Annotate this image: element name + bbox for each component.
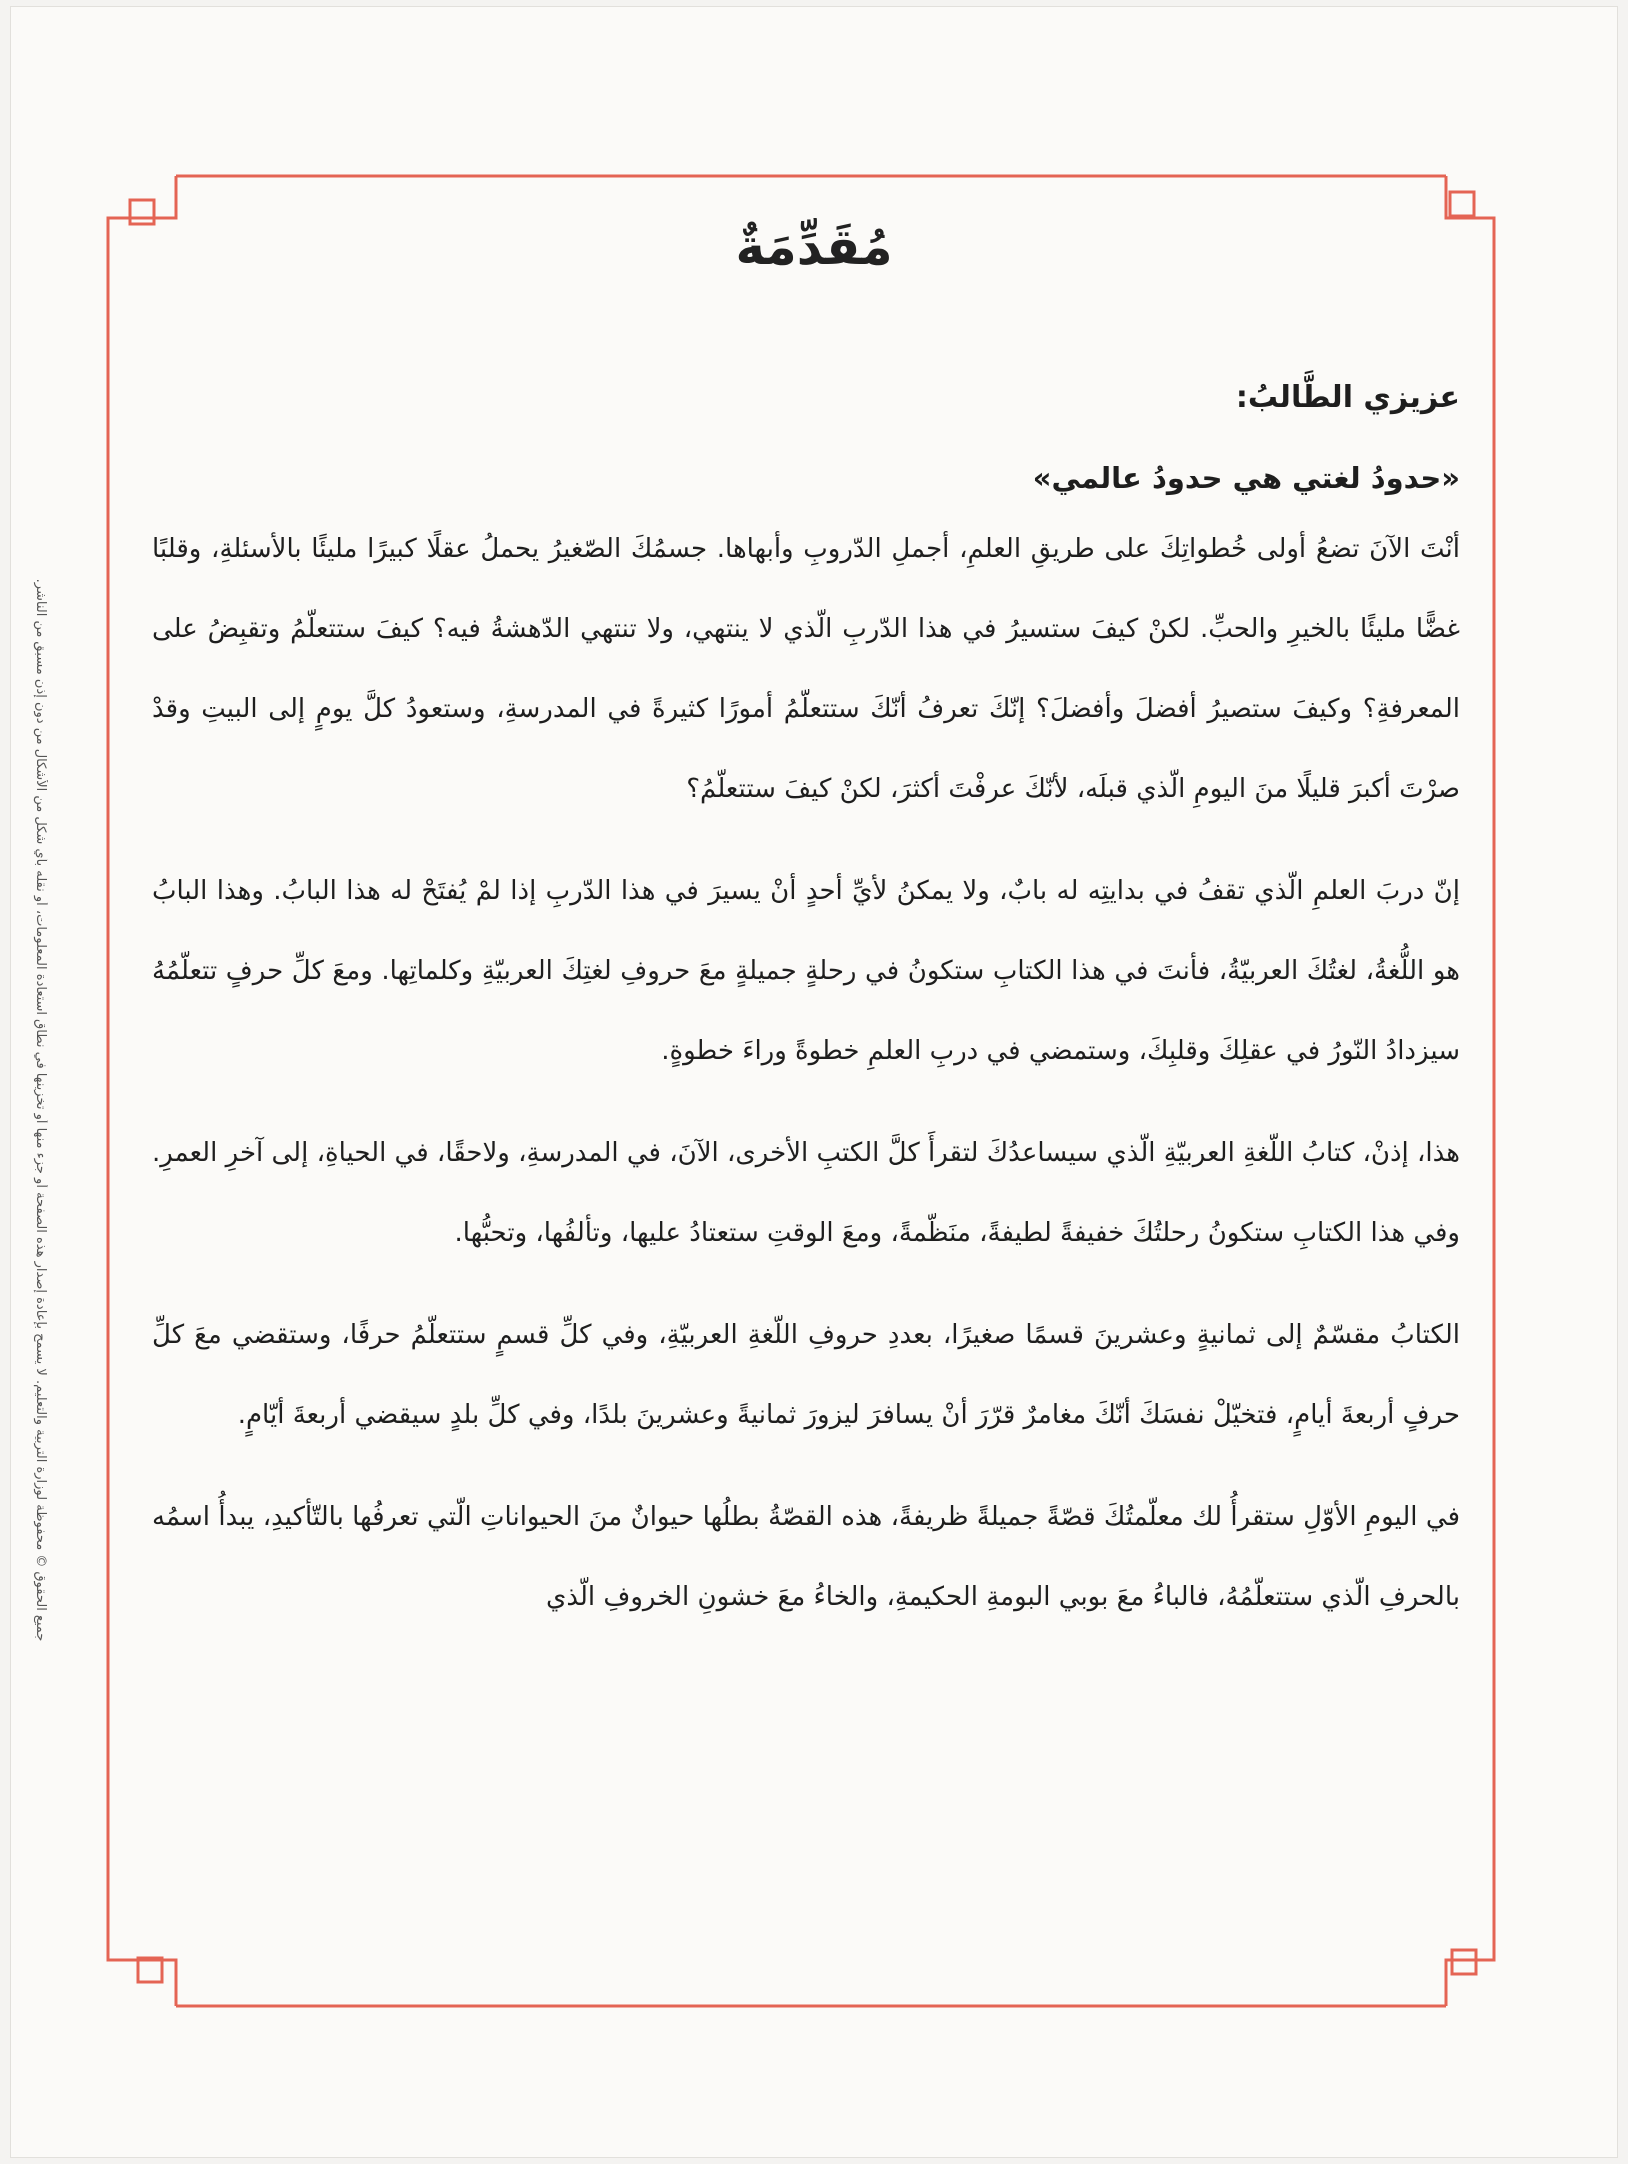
paragraph-1: أنْتَ الآنَ تضعُ أولى خُطواتِكَ على طريقِ العلمِ، أجملِ الدّروبِ وأبهاها. جسمُكَ الصّغيرُ يحملُ عقلًا كبيرًا مليئًا بالأسئلةِ، وقلبًا غضًّا مليئًا بالخيرِ والحبِّ. لكنْ كيفَ ستسيرُ في هذا الدّربِ الّذي لا ينتهي، ولا تنتهي الدّهشةُ فيه؟ كيفَ ستتعلّمُ وتقبِضُ على المعرفةِ؟ وكيفَ ستصيرُ أفضلَ وأفضلَ؟ إنّكَ تعرفُ أنّكَ ستتعلّمُ أمورًا كثيرةً في المدرسةِ، وستعودُ كلَّ يومٍ إلى البيتِ وقدْ صرْتَ أكبرَ قليلًا منَ اليومِ الّذي قبلَه، لأنّكَ عرفْتَ أكثرَ، لكنْ كيفَ ستتعلّمُ؟ bbox=[152, 534, 1460, 804]
paragraph-4: الكتابُ مقسّمٌ إلى ثمانيةٍ وعشرينَ قسمًا صغيرًا، بعددِ حروفِ اللّغةِ العربيّةِ، وفي كلِّ قسمٍ ستتعلّمُ حرفًا، وستقضي معَ كلِّ حرفٍ أربعةَ أيامٍ، فتخيّلْ نفسَكَ أنّكَ مغامرٌ قرّرَ أنْ يسافرَ ليزورَ ثمانيةً وعشرينَ بلدًا، وفي كلِّ بلدٍ سيقضي أربعةَ أيّامٍ. bbox=[152, 1320, 1460, 1430]
frame-corner-bottom-right bbox=[1446, 1940, 1494, 2006]
paragraph-5: في اليومِ الأوّلِ ستقرأُ لك معلّمتُكَ قصّةً جميلةً ظريفةً، هذه القصّةُ بطلُها حيوانٌ منَ الحيواناتِ الّتي تعرفُها بالتّأكيدِ، يبدأُ اسمُه بالحرفِ الّذي ستتعلّمُهُ، فالباءُ معَ بوبي البومةِ الحكيمةِ، والخاءُ معَ خشونِ الخروفِ الّذي bbox=[152, 1502, 1460, 1612]
copyright-side-note: جميع الحقوق © محفوظة لوزارة التربية والتعليم. لا يسمح بإعادة إصدار هذه الصفحة أو جزء منها أو تخزينها في نطاق استعادة المعلومات، أو نقله بأي شكل من الأشكال من دون إذن مسبق من الناشر. bbox=[33, 578, 48, 1642]
intro-content bbox=[152, 380, 1460, 1659]
greeting-heading: عزيزي الطَّالبُ: bbox=[1235, 380, 1460, 415]
paragraph-2: إنّ دربَ العلمِ الّذي تقفُ في بدايتِه له بابٌ، ولا يمكنُ لأيِّ أحدٍ أنْ يسيرَ في هذا الدّربِ إذا لمْ يُفتَحْ له هذا البابُ. وهذا البابُ هو اللُّغةُ، لغتُكَ العربيّةُ، فأنتَ في هذا الكتابِ ستكونُ في رحلةٍ جميلةٍ معَ حروفِ لغتِكَ العربيّةِ وكلماتِها. ومعَ كلِّ حرفٍ تتعلّمُهُ سيزدادُ النّورُ في عقلِكَ وقلبِكَ، وستمضي في دربِ العلمِ خطوةً وراءَ خطوةٍ. bbox=[152, 876, 1460, 1066]
page-title: مُقَدِّمَةٌ bbox=[735, 218, 893, 276]
motto-quote: «حدودُ لغتي هي حدودُ عالمي» bbox=[1032, 461, 1460, 495]
frame-corner-bottom-left bbox=[108, 1940, 176, 2006]
paragraph-3: هذا، إذنْ، كتابُ اللّغةِ العربيّةِ الّذي سيساعدُكَ لتقرأَ كلَّ الكتبِ الأخرى، الآنَ، في المدرسةِ، ولاحقًا، في الحياةِ، إلى آخرِ العمرِ. وفي هذا الكتابِ ستكونُ رحلتُكَ خفيفةً لطيفةً، منَظّمةً، ومعَ الوقتِ ستعتادُ عليها، وتألفُها، وتحبُّها. bbox=[152, 1138, 1460, 1248]
